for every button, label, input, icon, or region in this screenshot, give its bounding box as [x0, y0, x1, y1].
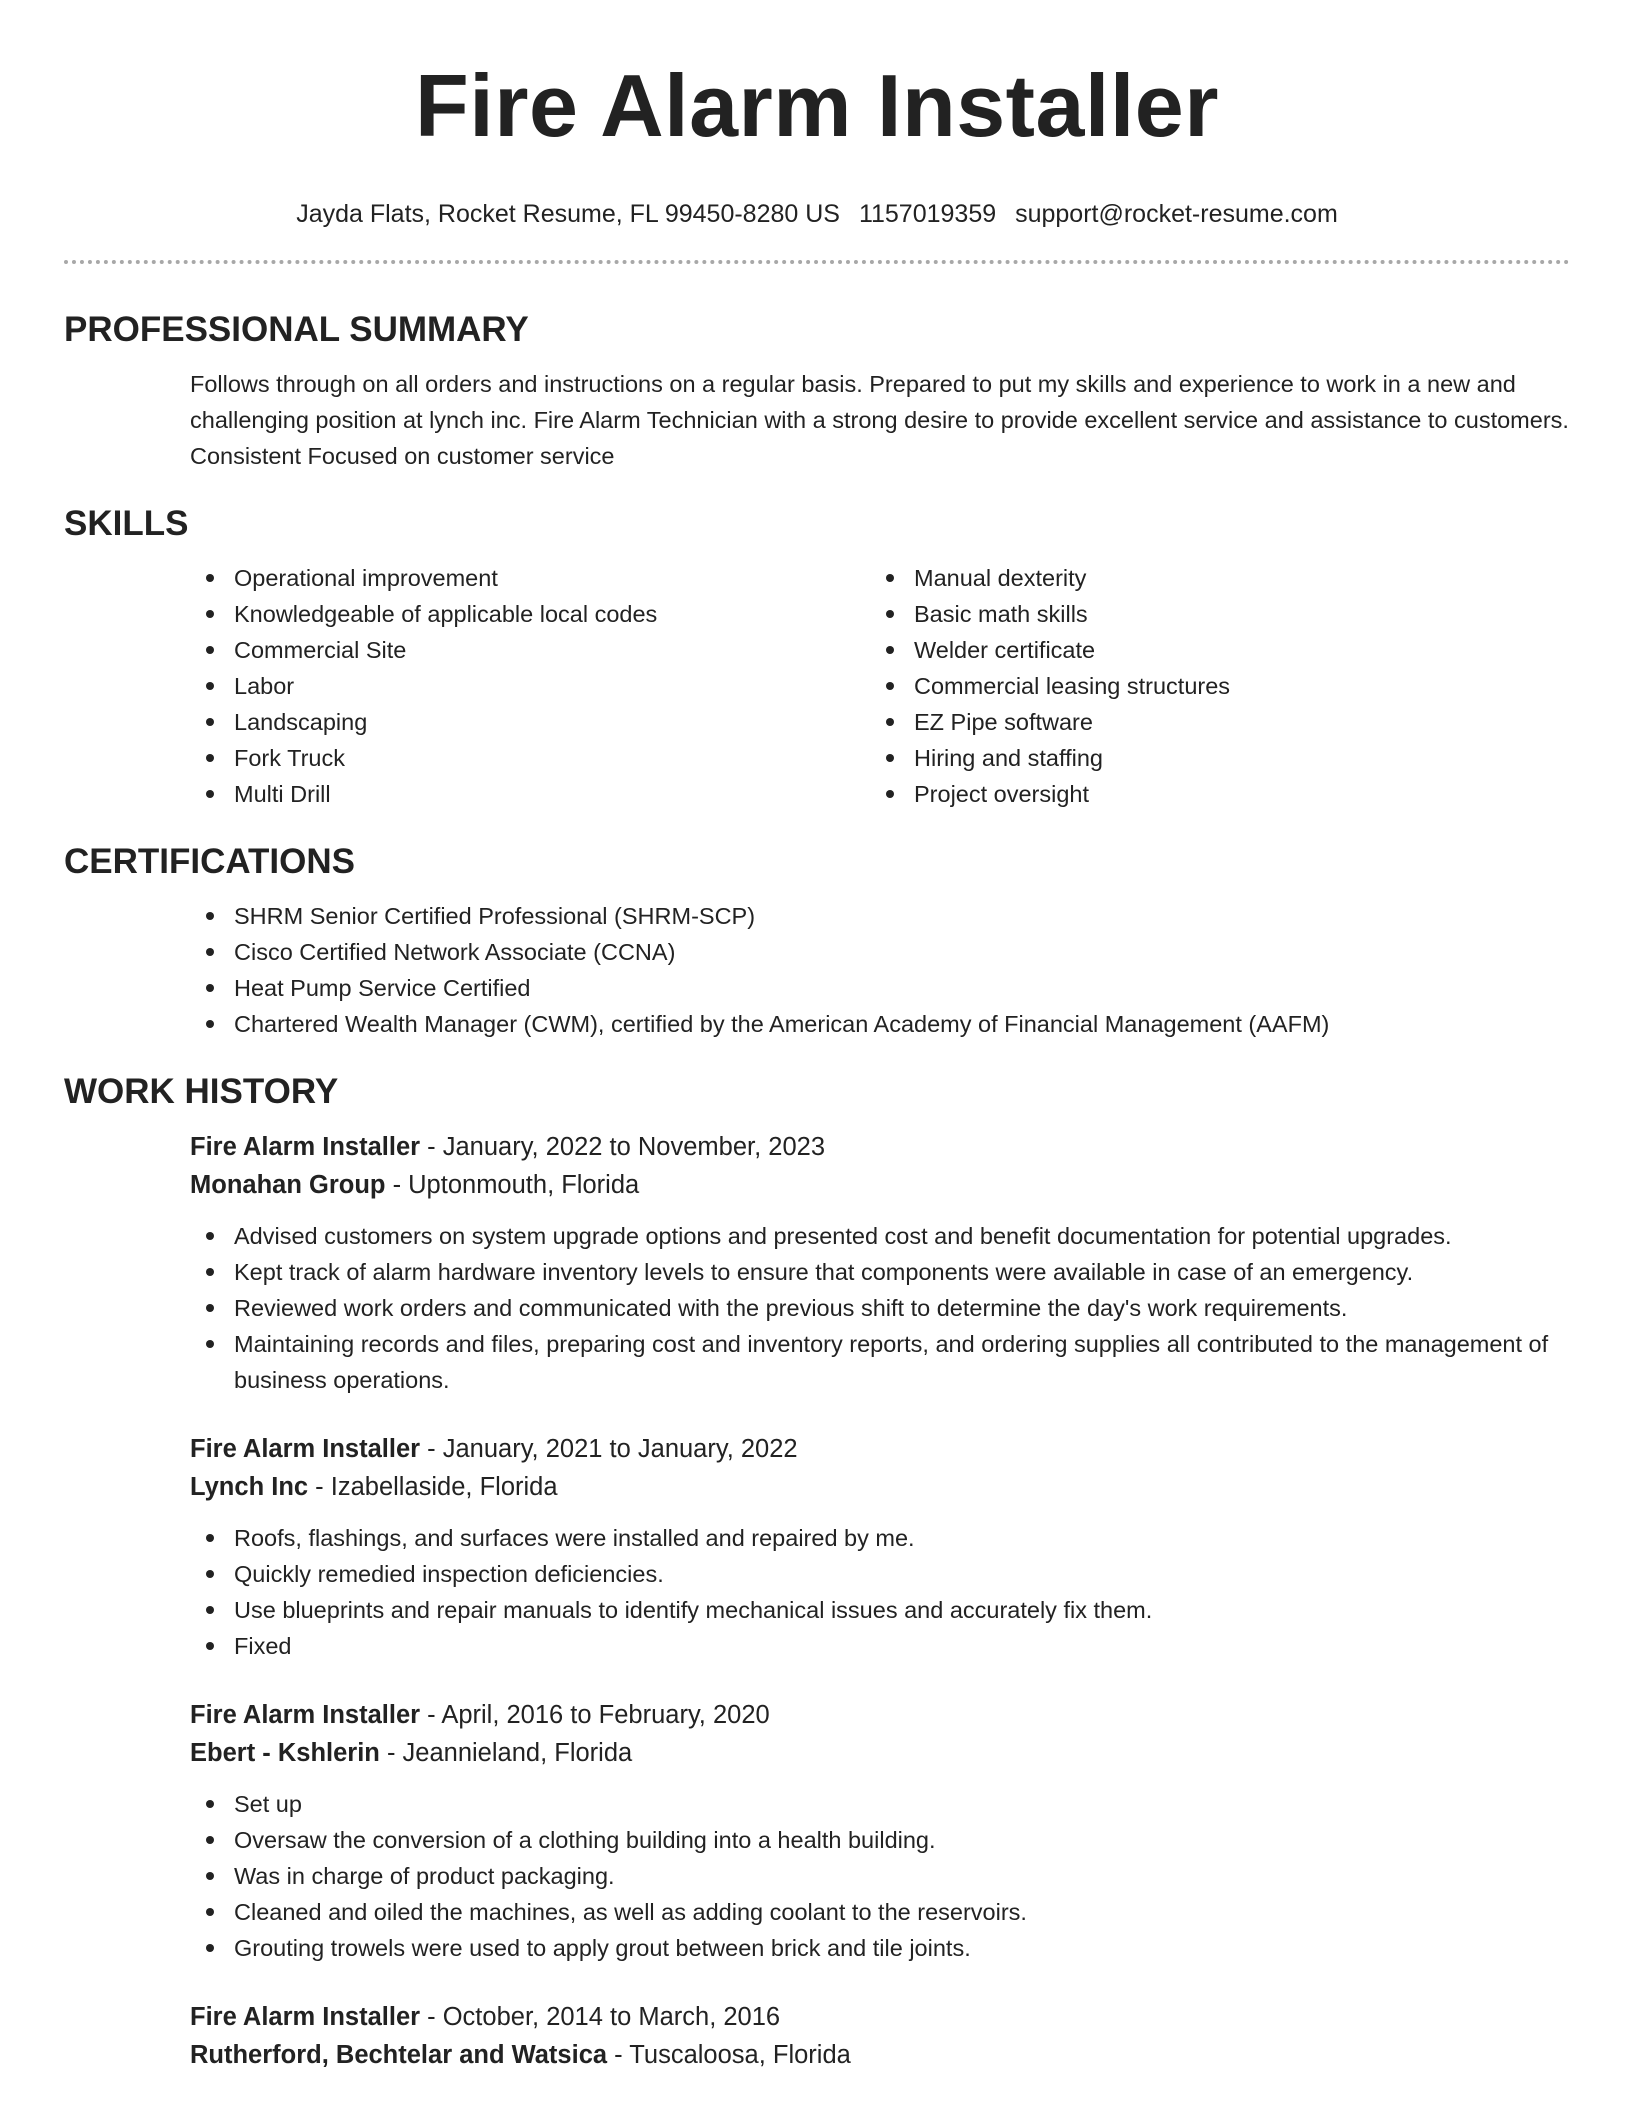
skill-item: Hiring and staffing — [870, 740, 1550, 776]
work-history-heading: WORK HISTORY — [64, 1072, 339, 1111]
job-duty: Roofs, flashings, and surfaces were installed and repaired by me. — [190, 1520, 1570, 1556]
job-company: Monahan Group — [190, 1171, 386, 1199]
resume-name: Fire Alarm Installer — [415, 56, 1219, 155]
job-location: - Jeannieland, Florida — [379, 1739, 633, 1767]
job-duty: Maintaining records and files, preparing cost and inventory reports, and ordering supplies all contributed to the management of business operations. — [190, 1326, 1570, 1398]
skill-item: Welder certificate — [870, 632, 1550, 668]
contact-address: Jayda Flats, Rocket Resume, FL 99450-8280 US — [296, 200, 840, 228]
job-entry — [190, 1128, 1570, 1398]
summary-text: Follows through on all orders and instructions on a regular basis. Prepared to put my skills and experience to work in a new and challenging position at lynch inc. Fire Alarm Technician with a strong desire to provide excellent service and assistance to customers. Consistent Focused on customer service — [190, 371, 1569, 469]
skill-item: Project oversight — [870, 776, 1550, 812]
skill-item: Commercial Site — [190, 632, 870, 668]
job-title: Fire Alarm Installer — [190, 1435, 421, 1463]
job-duty: Advised customers on system upgrade options and presented cost and benefit documentation for potential upgrades. — [190, 1218, 1570, 1254]
skills-list-left — [190, 560, 870, 812]
job-duty: Kept track of alarm hardware inventory levels to ensure that components were available in case of an emergency. — [190, 1254, 1570, 1290]
job-duties-list — [190, 1786, 1570, 1966]
skill-item: Labor — [190, 668, 870, 704]
job-entry — [190, 1998, 1570, 2074]
job-company-line — [190, 2036, 1570, 2074]
skill-item: Basic math skills — [870, 596, 1550, 632]
job-location: - Izabellaside, Florida — [308, 1473, 558, 1501]
job-duty: Cleaned and oiled the machines, as well as adding coolant to the reservoirs. — [190, 1894, 1570, 1930]
certification-item: Heat Pump Service Certified — [190, 970, 1570, 1006]
job-duty: Set up — [190, 1786, 1570, 1822]
job-company: Rutherford, Bechtelar and Watsica — [190, 2041, 608, 2069]
summary-heading: PROFESSIONAL SUMMARY — [64, 310, 529, 349]
job-company-line — [190, 1166, 1570, 1204]
job-title-line — [190, 1696, 1570, 1734]
skills-list-right — [870, 560, 1550, 812]
job-location: - Tuscaloosa, Florida — [607, 2041, 851, 2069]
certifications-heading: CERTIFICATIONS — [64, 842, 356, 881]
job-entry — [190, 1430, 1570, 1664]
job-title-line — [190, 1430, 1570, 1468]
contact-email: support@rocket-resume.com — [1015, 200, 1338, 228]
skill-item: Landscaping — [190, 704, 870, 740]
skill-item: Fork Truck — [190, 740, 870, 776]
job-dates: - October, 2014 to March, 2016 — [420, 2003, 781, 2031]
header-divider — [64, 260, 1570, 264]
job-duty: Use blueprints and repair manuals to identify mechanical issues and accurately fix them. — [190, 1592, 1570, 1628]
job-duty: Reviewed work orders and communicated with the previous shift to determine the day's work requirements. — [190, 1290, 1570, 1326]
job-title: Fire Alarm Installer — [190, 2003, 421, 2031]
job-duty: Oversaw the conversion of a clothing building into a health building. — [190, 1822, 1570, 1858]
job-title: Fire Alarm Installer — [190, 1133, 421, 1161]
skill-item: Manual dexterity — [870, 560, 1550, 596]
skills-heading: SKILLS — [64, 504, 189, 543]
certifications-list — [190, 898, 1570, 1042]
job-duty: Quickly remedied inspection deficiencies. — [190, 1556, 1570, 1592]
job-title-line — [190, 1998, 1570, 2036]
job-title: Fire Alarm Installer — [190, 1701, 421, 1729]
skill-item: EZ Pipe software — [870, 704, 1550, 740]
skill-item: Knowledgeable of applicable local codes — [190, 596, 870, 632]
job-dates: - April, 2016 to February, 2020 — [420, 1701, 770, 1729]
skill-item: Commercial leasing structures — [870, 668, 1550, 704]
job-company-line — [190, 1734, 1570, 1772]
skills-grid — [190, 560, 1570, 812]
job-company-line — [190, 1468, 1570, 1506]
job-company: Ebert - Kshlerin — [190, 1739, 380, 1767]
job-company: Lynch Inc — [190, 1473, 309, 1501]
job-duty: Grouting trowels were used to apply grout between brick and tile joints. — [190, 1930, 1570, 1966]
certification-item: Chartered Wealth Manager (CWM), certified by the American Academy of Financial Management (AAFM) — [190, 1006, 1570, 1042]
skill-item: Multi Drill — [190, 776, 870, 812]
job-title-line — [190, 1128, 1570, 1166]
certification-item: Cisco Certified Network Associate (CCNA) — [190, 934, 1570, 970]
job-duties-list — [190, 1520, 1570, 1664]
contact-line — [64, 196, 1570, 232]
job-entry — [190, 1696, 1570, 1966]
certification-item: SHRM Senior Certified Professional (SHRM-SCP) — [190, 898, 1570, 934]
job-duty: Was in charge of product packaging. — [190, 1858, 1570, 1894]
job-duty: Fixed — [190, 1628, 1570, 1664]
job-location: - Uptonmouth, Florida — [385, 1171, 640, 1199]
job-dates: - January, 2021 to January, 2022 — [420, 1435, 798, 1463]
resume-page — [64, 0, 1570, 2074]
job-duties-list — [190, 1218, 1570, 1398]
job-dates: - January, 2022 to November, 2023 — [420, 1133, 825, 1161]
contact-phone: 1157019359 — [858, 200, 997, 228]
skill-item: Operational improvement — [190, 560, 870, 596]
